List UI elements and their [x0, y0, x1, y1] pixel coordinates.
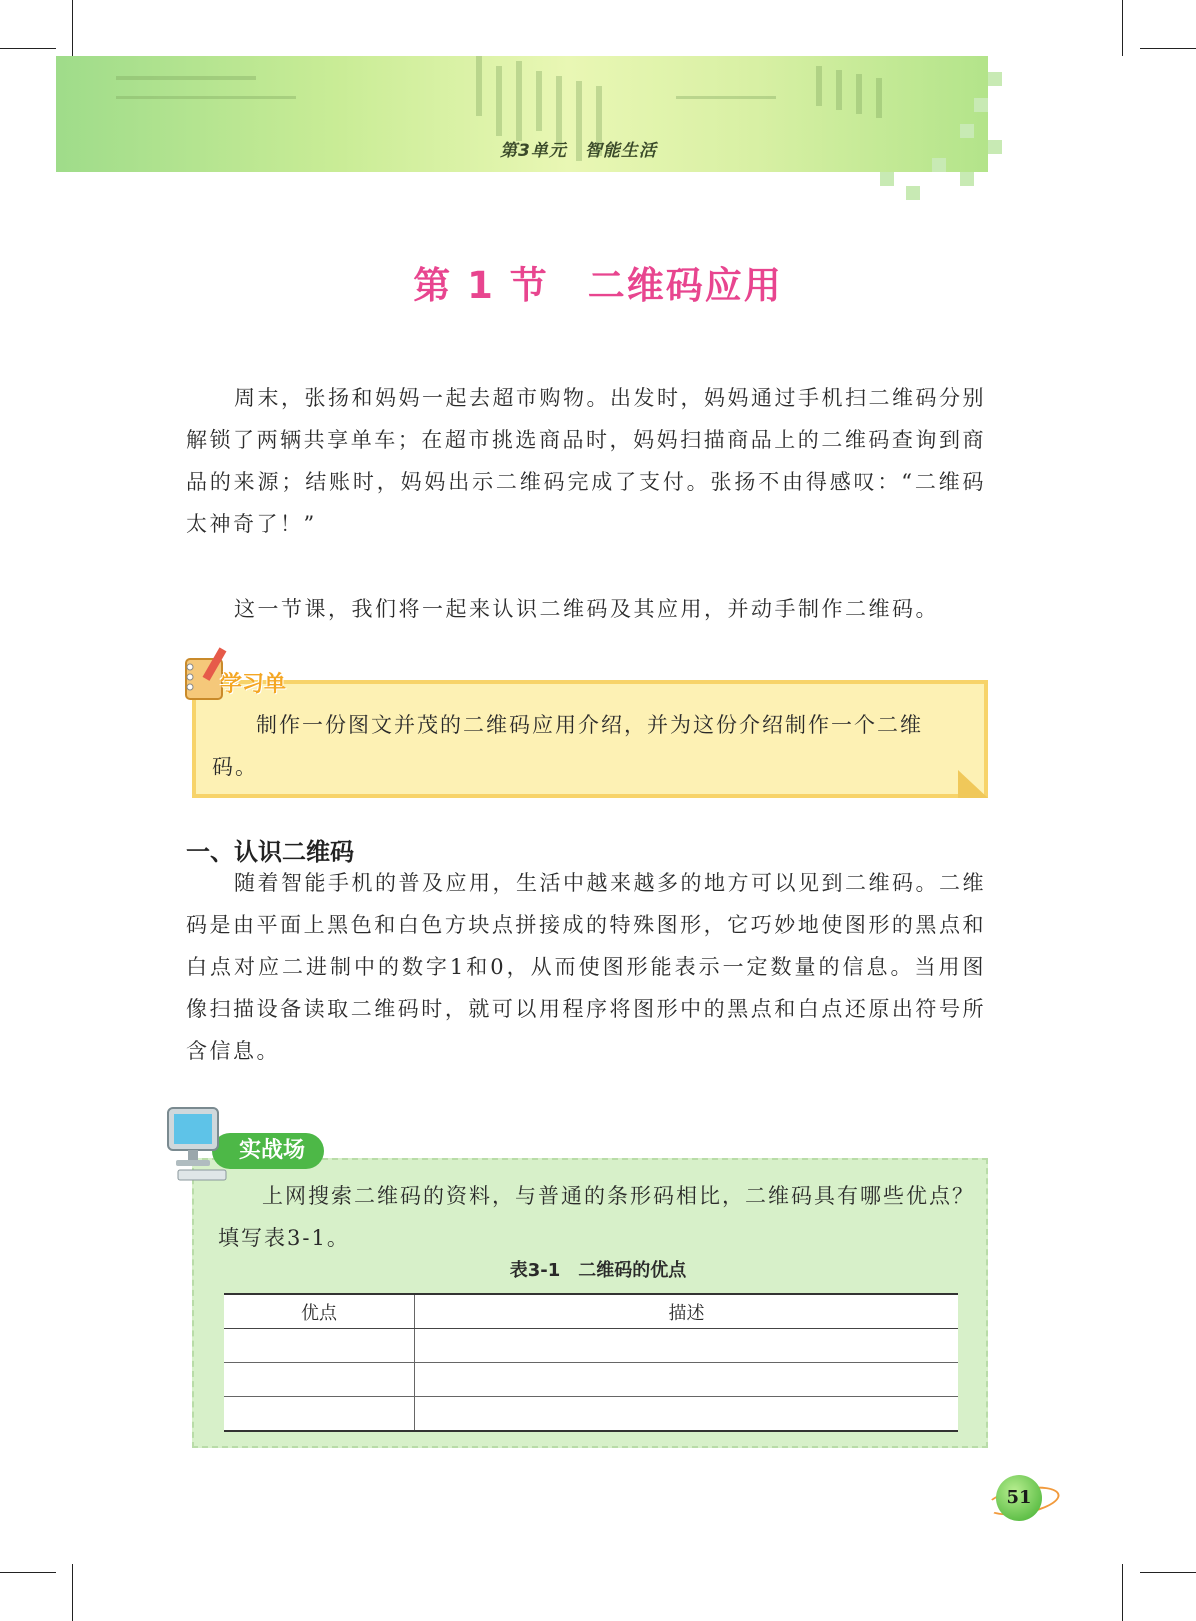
intro-text: 周末，张扬和妈妈一起去超市购物。出发时，妈妈通过手机扫二维码分别解锁了两辆共享单车；在超市挑选商品时，妈妈扫描商品上的二维码查询到商品的来源；结账时，妈妈出示二维码完成了支付。张扬不由得感叹：“二维码太神奇了！”: [186, 386, 986, 536]
lesson-paragraph: [186, 588, 986, 630]
decor-pixel: [960, 124, 974, 138]
table-header-row: [224, 1294, 958, 1329]
table-caption: 表3-1 二维码的优点: [509, 1260, 687, 1281]
column-header: 优点: [224, 1294, 415, 1329]
table-cell[interactable]: [224, 1329, 415, 1363]
practice-content: 上网搜索二维码的资料，与普通的条形码相比，二维码具有哪些优点？填写表3-1。: [218, 1184, 975, 1250]
intro-paragraph: [186, 377, 986, 545]
computer-monitor-icon: [164, 1104, 236, 1186]
study-sheet-content: 制作一份图文并茂的二维码应用介绍，并为这份介绍制作一个二维码。: [212, 713, 923, 779]
subsection-text: 随着智能手机的普及应用，生活中越来越多的地方可以见到二维码。二维码是由平面上黑色和白色方块点拼接成的特殊图形，它巧妙地使图形的黑点和白点对应二进制中的数字1和0，从而使图形能表示一定数量的信息。当用图像扫描设备读取二维码时，就可以用程序将图形中的黑点和白点还原出符号所含信息。: [186, 871, 986, 1063]
study-sheet-label: 学习单: [220, 672, 287, 697]
subsection-paragraph: [186, 862, 986, 1072]
crop-mark: [1140, 48, 1196, 49]
decor-pixel: [960, 172, 974, 186]
crop-mark: [72, 0, 73, 56]
decor-pixel: [988, 72, 1002, 86]
table-row: [224, 1397, 958, 1432]
subsection-heading: 一、认识二维码: [186, 838, 354, 866]
table-cell[interactable]: [224, 1397, 415, 1432]
column-header: 描述: [415, 1294, 959, 1329]
table-cell[interactable]: [224, 1363, 415, 1397]
decor-pixel: [880, 172, 894, 186]
decor-pixel: [932, 158, 946, 172]
advantages-table: [224, 1293, 958, 1432]
table-row: [224, 1363, 958, 1397]
decor-pixel: [906, 186, 920, 200]
crop-mark: [72, 1564, 73, 1621]
lesson-text: 这一节课，我们将一起来认识二维码及其应用，并动手制作二维码。: [234, 597, 939, 621]
table-cell[interactable]: [415, 1329, 959, 1363]
crop-mark: [1140, 1572, 1196, 1573]
crop-mark: [0, 48, 56, 49]
page-number: 51: [996, 1475, 1042, 1521]
page-title: 第 1 节 二维码应用: [413, 264, 783, 307]
practice-label: 实战场: [212, 1133, 324, 1169]
crop-mark: [0, 1572, 56, 1573]
study-sheet-text: [212, 704, 968, 788]
table-cell[interactable]: [415, 1363, 959, 1397]
table-row: [224, 1329, 958, 1363]
practice-text: [218, 1175, 978, 1259]
table-cell[interactable]: [415, 1397, 959, 1432]
decor-pixel: [974, 98, 988, 112]
crop-mark: [1122, 0, 1123, 56]
unit-title: 第3单元 智能生活: [500, 141, 657, 161]
crop-mark: [1122, 1564, 1123, 1621]
decor-pixel: [988, 140, 1002, 154]
